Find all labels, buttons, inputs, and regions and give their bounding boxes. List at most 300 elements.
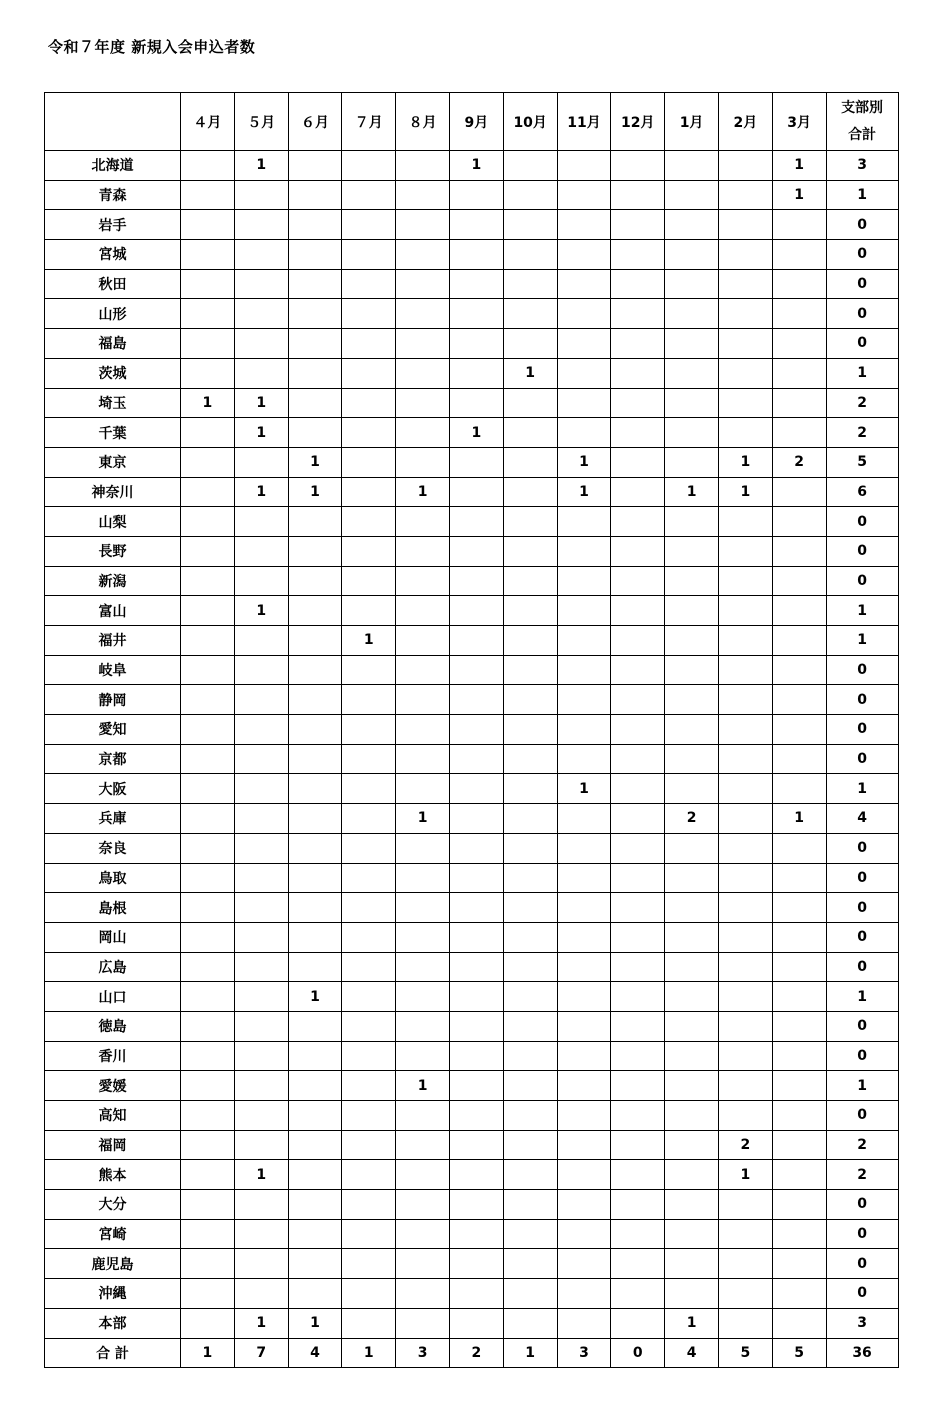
table-row — [45, 1130, 899, 1160]
month-count-cell — [718, 685, 772, 715]
branch-total-cell: 0 — [826, 1011, 898, 1041]
table-row — [45, 952, 899, 982]
month-count-cell — [288, 1160, 342, 1190]
month-count-cell — [503, 507, 557, 537]
month-count-cell — [772, 418, 826, 448]
month-count-cell — [396, 358, 450, 388]
month-count-cell — [772, 210, 826, 240]
month-count-cell — [396, 299, 450, 329]
branch-name: 山口 — [45, 982, 181, 1012]
month-count-cell — [288, 1011, 342, 1041]
month-count-cell — [181, 1219, 235, 1249]
month-count-cell — [234, 1279, 288, 1309]
branch-name: 鳥取 — [45, 863, 181, 893]
month-count-cell — [396, 507, 450, 537]
month-count-cell — [342, 744, 396, 774]
month-count-cell — [665, 922, 719, 952]
month-count-cell — [234, 863, 288, 893]
table-row — [45, 1279, 899, 1309]
month-count-cell: 1 — [396, 804, 450, 834]
table-row — [45, 180, 899, 210]
table-row — [45, 1249, 899, 1279]
month-total-cell: 1 — [181, 1338, 235, 1368]
month-count-cell — [772, 833, 826, 863]
month-count-cell — [396, 536, 450, 566]
month-count-cell — [611, 715, 665, 745]
table-row — [45, 477, 899, 507]
month-count-cell — [181, 893, 235, 923]
month-count-cell — [234, 536, 288, 566]
table-row — [45, 833, 899, 863]
month-count-cell — [611, 329, 665, 359]
month-count-cell — [288, 1101, 342, 1131]
month-count-cell — [772, 1130, 826, 1160]
month-count-cell — [611, 982, 665, 1012]
month-count-cell — [181, 833, 235, 863]
table-row — [45, 566, 899, 596]
month-count-cell — [449, 626, 503, 656]
month-count-cell — [181, 804, 235, 834]
month-count-cell — [396, 685, 450, 715]
month-count-cell — [449, 269, 503, 299]
month-count-cell — [718, 566, 772, 596]
month-count-cell — [772, 982, 826, 1012]
month-count-cell — [503, 180, 557, 210]
month-count-cell — [234, 1249, 288, 1279]
month-count-cell: 1 — [772, 151, 826, 181]
branch-total-cell: 0 — [826, 240, 898, 270]
month-count-cell — [181, 685, 235, 715]
branch-total-cell: 0 — [826, 1249, 898, 1279]
table-row — [45, 269, 899, 299]
branch-total-cell: 1 — [826, 180, 898, 210]
month-count-cell — [611, 1041, 665, 1071]
table-header — [45, 93, 899, 151]
month-count-cell — [449, 715, 503, 745]
branch-total-cell: 1 — [826, 774, 898, 804]
month-count-cell — [342, 596, 396, 626]
branch-name: 広島 — [45, 952, 181, 982]
month-count-cell — [557, 1011, 611, 1041]
month-count-cell — [396, 863, 450, 893]
month-count-cell — [342, 1249, 396, 1279]
month-count-cell — [234, 180, 288, 210]
month-count-cell: 1 — [234, 388, 288, 418]
month-count-cell — [288, 596, 342, 626]
month-count-cell — [665, 536, 719, 566]
month-count-cell — [772, 477, 826, 507]
month-count-cell — [342, 1160, 396, 1190]
branch-total-cell: 3 — [826, 151, 898, 181]
branch-name: 高知 — [45, 1101, 181, 1131]
month-count-cell — [503, 210, 557, 240]
month-count-cell — [611, 893, 665, 923]
month-count-cell — [718, 536, 772, 566]
month-count-cell — [718, 804, 772, 834]
month-count-cell — [665, 1219, 719, 1249]
month-count-cell — [718, 626, 772, 656]
month-count-cell — [396, 833, 450, 863]
table-row — [45, 626, 899, 656]
month-count-cell — [557, 715, 611, 745]
month-count-cell: 1 — [181, 388, 235, 418]
month-count-cell — [234, 685, 288, 715]
month-count-cell — [181, 329, 235, 359]
month-count-cell — [665, 507, 719, 537]
month-count-cell — [449, 1041, 503, 1071]
month-count-cell — [181, 536, 235, 566]
month-count-cell — [181, 299, 235, 329]
month-count-cell — [665, 893, 719, 923]
table-row — [45, 685, 899, 715]
month-count-cell — [396, 596, 450, 626]
month-count-cell — [665, 299, 719, 329]
month-total-cell: 1 — [342, 1338, 396, 1368]
month-count-cell — [718, 1041, 772, 1071]
month-count-cell — [611, 1190, 665, 1220]
month-count-cell — [181, 744, 235, 774]
branch-total-cell: 1 — [826, 626, 898, 656]
month-count-cell — [503, 1279, 557, 1309]
month-count-cell — [665, 952, 719, 982]
month-count-cell — [772, 1041, 826, 1071]
month-count-cell — [288, 804, 342, 834]
table-row — [45, 358, 899, 388]
month-count-cell — [234, 715, 288, 745]
month-count-cell — [611, 1011, 665, 1041]
month-count-cell — [396, 1219, 450, 1249]
month-count-cell — [665, 982, 719, 1012]
month-count-cell — [665, 151, 719, 181]
branch-name: 徳島 — [45, 1011, 181, 1041]
month-count-cell — [772, 1071, 826, 1101]
month-count-cell — [772, 388, 826, 418]
month-count-cell — [611, 1160, 665, 1190]
branch-total-cell: 2 — [826, 388, 898, 418]
month-count-cell — [396, 240, 450, 270]
month-count-cell: 1 — [718, 1160, 772, 1190]
month-count-cell — [181, 447, 235, 477]
month-count-cell — [288, 180, 342, 210]
month-count-cell — [503, 1219, 557, 1249]
table-row — [45, 1041, 899, 1071]
month-count-cell — [396, 418, 450, 448]
month-count-cell — [503, 269, 557, 299]
month-count-cell — [181, 269, 235, 299]
month-count-cell — [718, 922, 772, 952]
month-count-cell — [234, 329, 288, 359]
month-count-cell — [503, 804, 557, 834]
month-count-cell — [611, 536, 665, 566]
month-count-cell — [234, 833, 288, 863]
month-count-cell — [396, 744, 450, 774]
month-count-cell — [772, 1279, 826, 1309]
branch-total-cell: 0 — [826, 269, 898, 299]
month-count-cell — [181, 1101, 235, 1131]
table-row — [45, 329, 899, 359]
month-count-cell — [718, 418, 772, 448]
month-count-cell — [718, 715, 772, 745]
month-count-cell: 1 — [557, 774, 611, 804]
month-count-cell — [557, 1160, 611, 1190]
month-count-cell — [234, 240, 288, 270]
month-count-cell — [181, 655, 235, 685]
month-count-cell — [772, 358, 826, 388]
branch-header-cell — [45, 93, 181, 151]
branch-name: 大阪 — [45, 774, 181, 804]
month-count-cell — [396, 922, 450, 952]
month-count-cell — [611, 269, 665, 299]
month-count-cell: 1 — [234, 1308, 288, 1338]
branch-total-cell: 0 — [826, 922, 898, 952]
month-count-cell — [181, 477, 235, 507]
month-count-cell — [449, 1190, 503, 1220]
month-count-cell: 1 — [503, 358, 557, 388]
month-count-cell — [342, 1308, 396, 1338]
month-count-cell — [503, 388, 557, 418]
month-count-cell — [449, 804, 503, 834]
month-total-cell: 7 — [234, 1338, 288, 1368]
table-row — [45, 922, 899, 952]
month-count-cell — [181, 626, 235, 656]
month-count-cell — [234, 1011, 288, 1041]
month-count-cell — [772, 240, 826, 270]
month-count-cell — [396, 1249, 450, 1279]
table-row — [45, 1011, 899, 1041]
month-count-cell — [396, 1160, 450, 1190]
month-count-cell — [611, 1071, 665, 1101]
month-count-cell — [503, 1308, 557, 1338]
month-count-cell — [342, 269, 396, 299]
month-count-cell — [611, 1130, 665, 1160]
month-count-cell — [503, 863, 557, 893]
month-count-cell — [718, 388, 772, 418]
month-count-cell — [718, 774, 772, 804]
month-count-cell — [772, 744, 826, 774]
month-count-cell — [449, 774, 503, 804]
month-count-cell — [772, 1101, 826, 1131]
month-count-cell — [611, 151, 665, 181]
month-count-cell — [342, 358, 396, 388]
month-count-cell — [288, 151, 342, 181]
month-count-cell: 1 — [665, 477, 719, 507]
branch-total-cell: 0 — [826, 507, 898, 537]
month-total-cell: 3 — [396, 1338, 450, 1368]
table-row — [45, 982, 899, 1012]
month-count-cell — [611, 922, 665, 952]
month-count-cell — [288, 655, 342, 685]
month-count-cell — [772, 269, 826, 299]
month-count-cell — [718, 982, 772, 1012]
grand-total-row — [45, 1338, 899, 1368]
month-count-cell — [718, 299, 772, 329]
month-count-cell — [181, 715, 235, 745]
month-count-cell — [718, 893, 772, 923]
month-count-cell — [611, 477, 665, 507]
month-count-cell — [288, 774, 342, 804]
month-count-cell — [449, 1308, 503, 1338]
month-header: ５月 — [234, 93, 288, 151]
month-count-cell — [342, 240, 396, 270]
month-count-cell — [449, 447, 503, 477]
month-count-cell — [503, 774, 557, 804]
branch-name: 岐阜 — [45, 655, 181, 685]
month-count-cell — [342, 833, 396, 863]
month-count-cell — [449, 893, 503, 923]
month-count-cell — [396, 655, 450, 685]
table-row — [45, 299, 899, 329]
month-count-cell — [772, 893, 826, 923]
month-count-cell — [557, 863, 611, 893]
month-count-cell — [342, 210, 396, 240]
month-count-cell — [718, 1308, 772, 1338]
month-count-cell — [396, 388, 450, 418]
month-count-cell — [449, 358, 503, 388]
table-row — [45, 804, 899, 834]
branch-total-cell: 0 — [826, 893, 898, 923]
month-count-cell — [449, 477, 503, 507]
month-count-cell: 1 — [288, 477, 342, 507]
month-count-cell — [181, 210, 235, 240]
branch-name: 秋田 — [45, 269, 181, 299]
month-count-cell — [449, 388, 503, 418]
month-count-cell — [181, 418, 235, 448]
branch-name: 福島 — [45, 329, 181, 359]
month-count-cell — [557, 507, 611, 537]
month-count-cell — [342, 180, 396, 210]
month-count-cell — [181, 774, 235, 804]
month-count-cell — [396, 151, 450, 181]
month-count-cell: 1 — [288, 1308, 342, 1338]
month-count-cell — [557, 596, 611, 626]
branch-name: 富山 — [45, 596, 181, 626]
branch-name: 愛媛 — [45, 1071, 181, 1101]
month-count-cell — [557, 626, 611, 656]
month-count-cell — [234, 744, 288, 774]
month-count-cell — [181, 596, 235, 626]
branch-name: 埼玉 — [45, 388, 181, 418]
month-header: ７月 — [342, 93, 396, 151]
month-count-cell — [557, 1308, 611, 1338]
month-count-cell — [449, 833, 503, 863]
month-count-cell — [772, 922, 826, 952]
month-count-cell — [503, 922, 557, 952]
month-count-cell: 1 — [234, 418, 288, 448]
table-row — [45, 418, 899, 448]
month-count-cell — [665, 418, 719, 448]
branch-total-cell: 0 — [826, 1279, 898, 1309]
branch-name: 鹿児島 — [45, 1249, 181, 1279]
month-count-cell: 1 — [449, 151, 503, 181]
month-count-cell — [449, 952, 503, 982]
month-count-cell — [396, 1011, 450, 1041]
month-count-cell — [449, 1160, 503, 1190]
table-row — [45, 507, 899, 537]
month-count-cell — [665, 774, 719, 804]
branch-total-cell: 0 — [826, 744, 898, 774]
month-count-cell — [449, 655, 503, 685]
month-count-cell — [772, 1011, 826, 1041]
month-count-cell — [557, 536, 611, 566]
month-count-cell — [449, 744, 503, 774]
month-count-cell — [665, 655, 719, 685]
month-count-cell — [665, 566, 719, 596]
month-count-cell — [288, 210, 342, 240]
month-count-cell — [772, 566, 826, 596]
branch-name: 本部 — [45, 1308, 181, 1338]
month-count-cell — [772, 1308, 826, 1338]
month-count-cell — [181, 982, 235, 1012]
month-count-cell — [288, 1249, 342, 1279]
month-count-cell: 1 — [396, 1071, 450, 1101]
month-count-cell — [665, 210, 719, 240]
month-count-cell — [718, 507, 772, 537]
month-count-cell — [557, 240, 611, 270]
month-count-cell — [288, 418, 342, 448]
month-count-cell — [718, 1190, 772, 1220]
month-count-cell — [772, 952, 826, 982]
table-row — [45, 210, 899, 240]
month-count-cell — [503, 893, 557, 923]
month-count-cell — [557, 180, 611, 210]
month-count-cell — [503, 1011, 557, 1041]
month-count-cell: 2 — [665, 804, 719, 834]
month-count-cell: 1 — [665, 1308, 719, 1338]
month-count-cell — [557, 922, 611, 952]
month-count-cell — [665, 240, 719, 270]
month-count-cell — [288, 329, 342, 359]
month-count-cell — [396, 1279, 450, 1309]
table-row — [45, 536, 899, 566]
month-count-cell — [449, 1130, 503, 1160]
table-row — [45, 893, 899, 923]
month-count-cell — [665, 596, 719, 626]
table-row — [45, 744, 899, 774]
branch-total-cell: 0 — [826, 536, 898, 566]
month-count-cell — [503, 1130, 557, 1160]
month-count-cell — [503, 1071, 557, 1101]
month-count-cell — [503, 744, 557, 774]
month-count-cell — [181, 1279, 235, 1309]
month-count-cell — [288, 1071, 342, 1101]
month-count-cell — [181, 922, 235, 952]
page-title: 令和７年度 新規入会申込者数 — [48, 38, 256, 56]
table-row — [45, 240, 899, 270]
month-count-cell — [288, 240, 342, 270]
month-count-cell — [396, 1308, 450, 1338]
month-count-cell — [772, 507, 826, 537]
month-count-cell — [718, 833, 772, 863]
month-count-cell — [665, 715, 719, 745]
month-count-cell — [503, 1041, 557, 1071]
month-count-cell — [611, 1249, 665, 1279]
month-count-cell — [234, 1101, 288, 1131]
month-count-cell — [611, 210, 665, 240]
month-count-cell — [234, 952, 288, 982]
month-count-cell — [234, 447, 288, 477]
month-count-cell — [396, 210, 450, 240]
month-count-cell — [288, 833, 342, 863]
month-count-cell — [557, 151, 611, 181]
month-count-cell — [611, 1219, 665, 1249]
month-count-cell — [611, 774, 665, 804]
branch-total-cell: 1 — [826, 982, 898, 1012]
total-header-line1: 支部別 — [841, 99, 884, 116]
month-count-cell — [718, 358, 772, 388]
month-count-cell — [234, 1190, 288, 1220]
table-row — [45, 715, 899, 745]
month-count-cell — [396, 1041, 450, 1071]
